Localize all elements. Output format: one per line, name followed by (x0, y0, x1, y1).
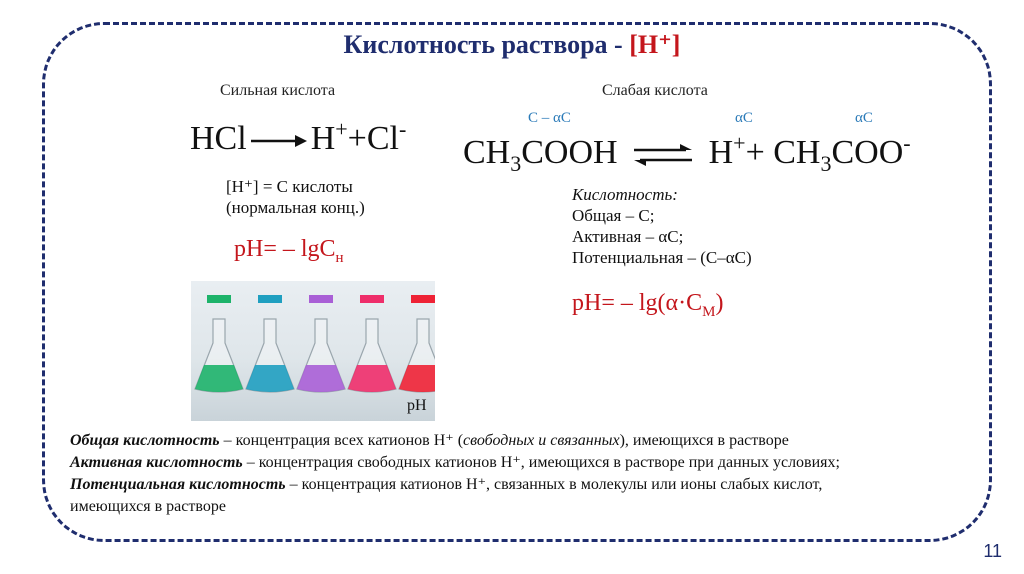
weak-above-anion: αC (855, 110, 873, 126)
slide-title (0, 30, 1024, 60)
acidity-active: Активная – αC; (572, 227, 684, 246)
acidity-potential: Потенциальная – (C–αC) (572, 248, 752, 267)
definition-line: Общая кислотность – концентрация всех катионов H⁺ (свободных и связанных), имеющихся в растворе (70, 432, 789, 449)
eq-hcl: HCl (190, 120, 247, 157)
equilibrium-arrows-icon (632, 142, 694, 168)
color-tag (360, 295, 384, 303)
weak-acid-equation: $CH_3COOH$ $H^++ CH_3COO^-$ (463, 130, 911, 176)
color-tag (207, 295, 231, 303)
strong-acid-label: Сильная кислота (220, 82, 336, 99)
color-tag (258, 295, 282, 303)
flask-liquid (399, 365, 435, 392)
acidity-heading: Кислотность: (572, 185, 678, 204)
weak-acid-label: Слабая кислота (602, 82, 708, 99)
reaction-arrow-icon (251, 131, 307, 151)
color-tag (411, 295, 435, 303)
strong-acid-equation: HCl H++Cl- (190, 116, 407, 157)
weak-above-h: αC (735, 110, 753, 126)
weak-above-acid: C – αC (528, 110, 571, 126)
acidity-total: Общая – C; (572, 206, 655, 225)
definition-line: Активная кислотность – концентрация свободных катионов H⁺, имеющихся в растворе при данных условиях; (70, 454, 840, 471)
weak-ph-formula: $pH= - \lg(\alpha\cdot C_M)$ (572, 290, 724, 320)
page-number: 11 (983, 541, 1002, 561)
definitions (70, 430, 840, 518)
flasks-photo (191, 281, 435, 421)
strong-ph-formula: pH= – lgC$_н$ (234, 236, 344, 266)
strong-note: [H⁺] = C кислоты (нормальная конц.) (226, 177, 365, 217)
weak-acidity-list (572, 184, 752, 268)
flasks-illustration (191, 281, 435, 421)
title-text: Кислотность раствора - (343, 30, 630, 59)
color-tag (309, 295, 333, 303)
definition-line: Потенциальная кислотность – концентрация катионов H⁺, связанных в молекулы или ионы слабых кислот, (70, 476, 823, 493)
definition-line: имеющихся в растворе (70, 498, 226, 515)
photo-caption: pH (407, 397, 427, 414)
title-accent: [H⁺] (629, 30, 681, 59)
